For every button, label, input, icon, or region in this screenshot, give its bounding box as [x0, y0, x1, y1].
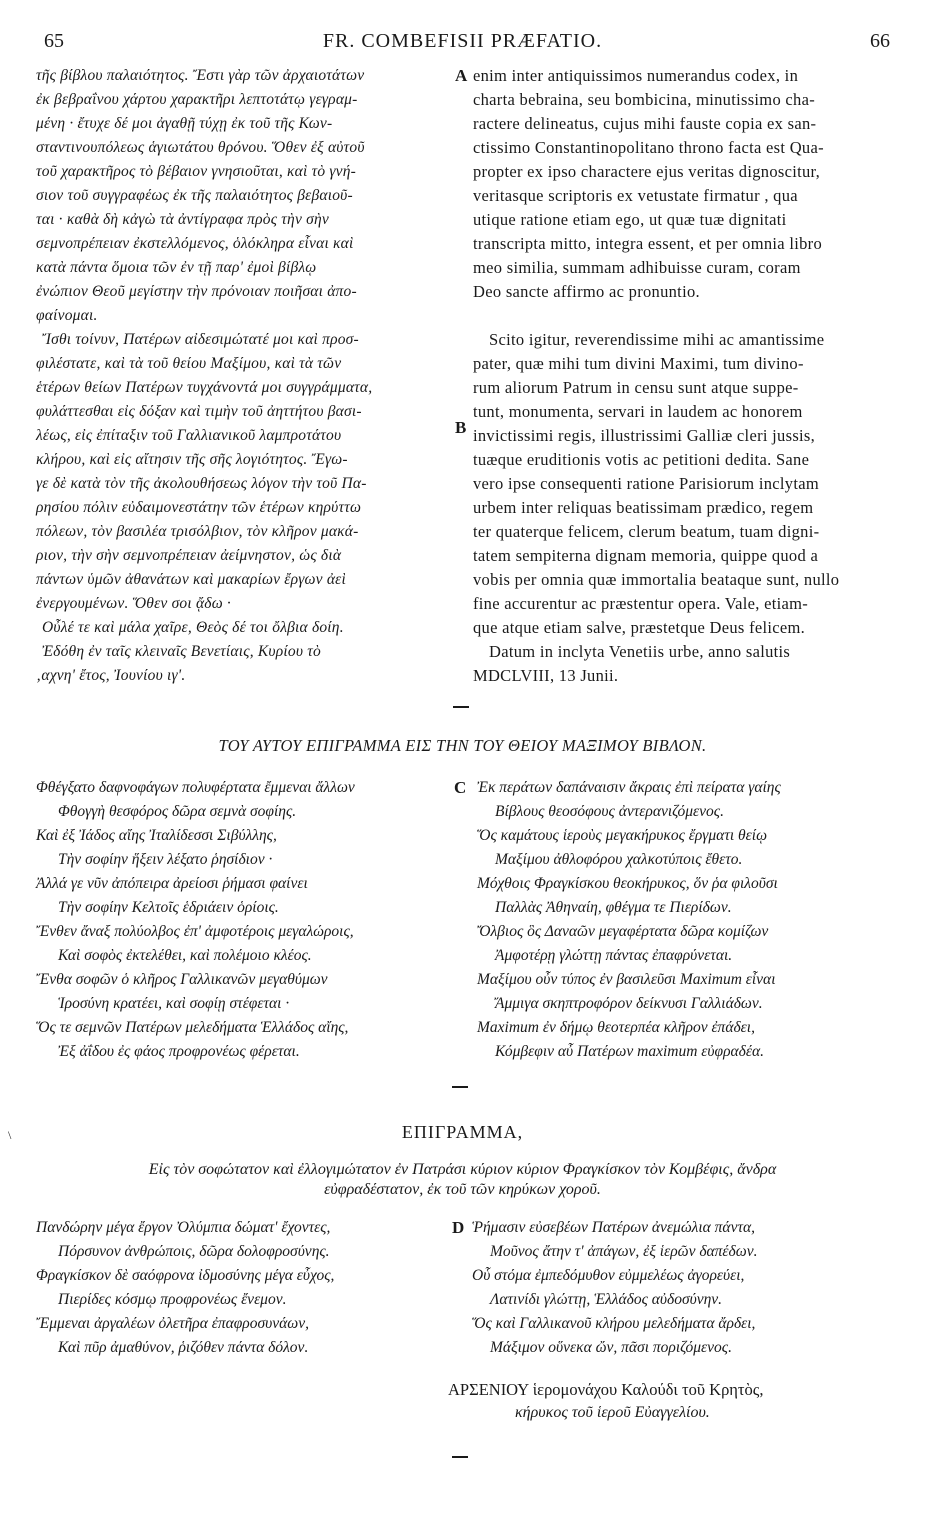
- text-line: Φθέγξατο δαφνοφάγων πολυφέρτατα ἔμμεναι ἄλλων: [36, 779, 355, 796]
- text-line: transcripta mitto, integra essent, et per omnia libro: [473, 234, 823, 253]
- text-line: τοῦ χαρακτῆρος τὸ βέβαιον γνησιοῦται, καὶ τὸ γνή-: [36, 163, 356, 180]
- text-line: ἑτέρων θείων Πατέρων τυγχάνοντά μοι συγγράμματα,: [36, 379, 373, 396]
- text-line: [473, 304, 893, 328]
- text-line: φιλέστατε, καὶ τὰ τοῦ θείου Μαξίμου, καὶ τὰ τῶν: [36, 355, 342, 372]
- text-line: pater, quæ mihi tum divini Maximi, tum divino-: [473, 354, 804, 373]
- text-line: ἐνώπιον Θεοῦ μεγίστην τὴν πρόνοιαν ποιῆσαι ἀπο-: [36, 283, 357, 300]
- text-line: τῆς βίβλου παλαιότητος. Ἔστι γὰρ τῶν ἀρχαιοτάτων: [36, 67, 365, 84]
- text-line: Φραγκίσκον δὲ σαόφρονα ἰδμοσύνης μέγα εὖχος,: [36, 1267, 335, 1284]
- text-line: fine accurentur ac præstentur opera. Vale, etiam-: [473, 594, 809, 613]
- text-line: Βίβλους θεοσόφους ἀντερανιζόμενος.: [495, 803, 724, 820]
- text-line: Καὶ σοφὸς ἐκτελέθει, καὶ πολέμοιο κλέος.: [58, 947, 312, 964]
- text-line: MDCLVIII, 13 Junii.: [473, 666, 619, 685]
- text-line: Οὖλέ τε καὶ μάλα χαῖρε, Θεὸς δέ τοι ὄλβια δοίη.: [42, 619, 344, 636]
- text-line: Λατινίδι γλώττῃ, Ἑλλάδος αὐδοσύνην.: [490, 1291, 723, 1308]
- text-line: Παλλὰς Ἀθηναίη, φθέγμα τε Πιερίδων.: [495, 899, 732, 916]
- stray-mark: \: [8, 1128, 12, 1142]
- running-title: FR. COMBEFISII PRÆFATIO.: [322, 30, 603, 52]
- text-line: ctissimo Constantinopolitano throno facta est Qua-: [473, 138, 824, 157]
- text-line: Πανδώρην μέγα ἔργον Ὀλύμπια δώματ' ἔχοντες,: [36, 1219, 331, 1236]
- text-line: rum aliorum Patrum in censu sunt atque suppe-: [473, 378, 799, 397]
- text-line: Ὄλβιος ὃς Δαναῶν μεγαφέρτατα δῶρα κομίζων: [477, 923, 769, 940]
- text-line: Πιερίδες κόσμῳ προφρονέως ἔνεμον.: [58, 1291, 287, 1308]
- text-line: Ἐδόθη ἐν ταῖς κλειναῖς Βενετίαις, Κυρίου τὸ: [42, 643, 321, 660]
- text-line: φαίνομαι.: [36, 307, 98, 324]
- latin-prose-column: [473, 64, 893, 688]
- text-line: meo similia, summam adhibuisse curam, coram: [473, 258, 801, 277]
- text-line: urbem inter reliquas beatissimam prædico, regem: [473, 498, 814, 517]
- greek-prose-column: [36, 64, 456, 688]
- epigram-2-right-column: [468, 1216, 888, 1360]
- text-line: Μάξιμον οὕνεκα ὤν, πᾶσι ποριζόμενος.: [490, 1339, 732, 1356]
- text-line: Οὗ στόμα ἐμπεδόμυθον εὐμμελέως ἀγορεύει,: [472, 1267, 745, 1284]
- epigram-2-subtitle-line-2: εὐφραδέστατον, ἐκ τοῦ τῶν κηρύκων χοροῦ.: [324, 1181, 601, 1198]
- text-line: λέως, εἰς ἐπίταξιν τοῦ Γαλλιανικοῦ λαμπροτάτου: [36, 427, 342, 444]
- text-line: σταντινουπόλεως ἁγιωτάτου θρόνου. Ὅθεν ἐξ αὐτοῦ: [36, 139, 365, 156]
- text-line: Μοῦνος ἄτην τ' ἀπάγων, ἐξ ἱερῶν δαπέδων.: [490, 1243, 758, 1260]
- text-line: propter ex ipso charactere ejus veritas dignoscitur,: [473, 162, 821, 181]
- signature-line-1: ΑΡΣΕΝΙΟΥ ἱερομονάχου Καλούδι τοῦ Κρητὸς,: [448, 1380, 764, 1399]
- text-line: Καὶ πῦρ ἀμαθύνον, ῥιζόθεν πάντα δόλον.: [58, 1339, 309, 1356]
- text-line: Ἀλλά γε νῦν ἀπόπειρα ἀρείοσι ῥήμασι φαίνει: [36, 875, 308, 892]
- text-line: Ἔνθεν ἄναξ πολύολβος ἐπ' ἀμφοτέροις μεγαλώροις,: [36, 923, 354, 940]
- section-marker-d: D: [452, 1218, 465, 1237]
- section-marker-c: C: [454, 778, 467, 797]
- section-marker-a: A: [455, 66, 468, 85]
- text-line: Ὅς καμάτους ἱεροὺς μεγακήρυκος ἔργματι θείῳ: [477, 827, 768, 844]
- text-line: Ἔνθα σοφῶν ὁ κλῆρος Γαλλικανῶν μεγαθύμων: [36, 971, 328, 988]
- text-line: σιον τοῦ συγγραφέως ἐκ τῆς παλαιότητος βεβαιοῦ-: [36, 187, 353, 204]
- text-line: Τὴν σοφίην Κελτοῖς ἑδριάειν ὁρίοις.: [58, 899, 279, 916]
- epigram-2-left-column: [36, 1216, 456, 1360]
- text-line: Ὅς καὶ Γαλλικανοῦ κλήρου μελεδήματα ἄρδει,: [472, 1315, 756, 1332]
- divider-2: [452, 1086, 468, 1088]
- text-line: ractere delineatus, cujus mihi fauste copia ex san-: [473, 114, 817, 133]
- text-line: Τὴν σοφίην ἥξειν λέξατο ῥησίδιον ·: [58, 851, 273, 868]
- text-line: tuæque eruditionis votis ac petitioni dedita. Sane: [473, 450, 810, 469]
- epigram-1-left-column: [36, 776, 456, 1064]
- epigram-2-subtitle-line-1: Εἰς τὸν σοφώτατον καὶ ἐλλογιμώτατον ἐν Πατράσι κύριον κύριον Φραγκίσκον τὸν Κομβέφις, ἄνδρα: [148, 1161, 777, 1178]
- text-line: Πόρσυνον ἀνθρώποις, δῶρα δολοφροσύνης.: [58, 1243, 330, 1260]
- text-line: κατὰ πάντα ὅμοια τῶν ἐν τῇ παρ' ἐμοὶ βίβλῳ: [36, 259, 317, 276]
- text-line: vero ipse consequenti ratione Parisiorum inclytam: [473, 474, 819, 493]
- text-line: Καὶ ἐξ Ἰάδος αἴης Ἰταλίδεσσι Σιβύλλης,: [36, 827, 277, 844]
- epigram-1-title: ΤΟΥ ΑΥΤΟΥ ΕΠΙΓΡΑΜΜΑ ΕΙΣ ΤΗΝ ΤΟΥ ΘΕΙΟΥ ΜΑΞΙΜΟΥ ΒΙΒΛΟΝ.: [218, 736, 707, 755]
- page-number-right: 66: [870, 30, 890, 52]
- text-line: ται · καθὰ δὴ κἀγὼ τὰ ἀντίγραφα πρὸς τὴν σὴν: [36, 211, 329, 228]
- text-line: utique ratione etiam ego, ut quæ tuæ dignitati: [473, 210, 787, 229]
- text-line: Scito igitur, reverendissime mihi ac amantissime: [489, 330, 825, 349]
- text-line: Ἱροσύνη κρατέει, καὶ σοφίῃ στέφεται ·: [58, 995, 290, 1012]
- text-line: γε δὲ κατὰ τὸν τῆς ἀκολουθήσεως λόγον τὴν τοῦ Πα-: [36, 475, 367, 492]
- text-line: tunt, monumenta, servari in laudem ac honorem: [473, 402, 803, 421]
- text-line: vobis per omnia quæ immortalia beataque sunt, nullo: [473, 570, 840, 589]
- text-line: ἐνεργουμένων. Ὅθεν σοι ᾄδω ·: [36, 595, 231, 612]
- text-line: Ἐξ ἀΐδου ἐς φάος προφρονέως φέρεται.: [58, 1043, 300, 1060]
- text-line: Ἄμμιγα σκηπτροφόρον δείκνυσι Γαλλιάδων.: [495, 995, 763, 1012]
- text-line: Ἔμμεναι ἀργαλέων ὀλετῆρα ἐπαφροσυνάων,: [36, 1315, 309, 1332]
- text-line: Datum in inclyta Venetiis urbe, anno salutis: [489, 642, 791, 661]
- running-header: [0, 30, 925, 58]
- text-line: Ὅς τε σεμνῶν Πατέρων μελεδήματα Ἑλλάδος αἴης,: [36, 1019, 349, 1036]
- epigram-1-right-column: [473, 776, 893, 1064]
- epigram-2-title: ΕΠΙΓΡΑΜΜΑ,: [401, 1122, 524, 1142]
- text-line: Μαξίμου ἀθλοφόρου χαλκοτύποις ἔθετο.: [495, 851, 743, 868]
- text-line: Κόμβεφιν αὖ Πατέρων maximum εὐφραδέα.: [495, 1043, 764, 1060]
- text-line: Ἀμφοτέρῃ γλώττῃ πάντας ἐπαφρύνεται.: [495, 947, 733, 964]
- divider-1: [453, 706, 469, 708]
- page-number-left: 65: [44, 30, 64, 52]
- text-line: veritasque scriptoris ex vetustate firmatur , qua: [473, 186, 798, 205]
- text-line: charta bebraina, seu bombicina, minutissimo cha-: [473, 90, 816, 109]
- text-line: invictissimi regis, illustrissimi Galliæ cleri jussis,: [473, 426, 816, 445]
- text-line: que atque etiam salve, præstetque Deus felicem.: [473, 618, 806, 637]
- epigram-2-subtitle: [0, 1160, 925, 1200]
- text-line: ριον, τὴν σὴν σεμνοπρέπειαν ἀείμνηστον, ὡς διὰ: [36, 547, 342, 564]
- section-marker-b: B: [455, 418, 467, 437]
- text-line: Φθογγὴ θεσφόρος δῶρα σεμνὰ σοφίης.: [58, 803, 297, 820]
- text-line: ‚αχνη' ἔτος, Ἰουνίου ιγ'.: [36, 667, 186, 684]
- text-line: Μαξίμου οὖν τύπος ἐν βασιλεῦσι Maximum εἶναι: [477, 971, 776, 988]
- text-line: πάντων ὑμῶν ἀθανάτων καὶ μακαρίων ἔργων ἀεὶ: [36, 571, 346, 588]
- text-line: μένη · ἔτυχε δέ μοι ἀγαθῇ τύχῃ ἐκ τοῦ τῆς Κων-: [36, 115, 333, 132]
- text-line: πόλεων, τὸν βασιλέα τρισόλβιον, τὸν κλῆρον μακά-: [36, 523, 359, 540]
- signature-line-2: κήρυκος τοῦ ἱεροῦ Εὐαγγελίου.: [515, 1404, 710, 1421]
- text-line: Ἴσθι τοίνυν, Πατέρων αἰδεσιμώτατέ μοι καὶ προσ-: [42, 331, 359, 348]
- text-line: Maximum ἐν δήμῳ θεοτερπέα κλῆρον ἐπάδει,: [477, 1019, 755, 1036]
- text-line: ἐκ βεβραΐνου χάρτου χαρακτῆρι λεπτοτάτῳ γεγραμ-: [36, 91, 358, 108]
- text-line: tatem sempiterna dignam memoria, quippe quod a: [473, 546, 819, 565]
- text-line: φυλάττεσθαι εἰς δόξαν καὶ τιμὴν τοῦ ἀηττήτου βασι-: [36, 403, 362, 420]
- text-line: κλήρου, καὶ εἰς αἴτησιν τῆς σῆς λογιότητος. Ἔγω-: [36, 451, 348, 468]
- text-line: σεμνοπρέπειαν ἐκστελλόμενος, ὁλόκληρα εἶναι καὶ: [36, 235, 354, 252]
- text-line: Ἐκ περάτων δαπάναισιν ἄκραις ἐπὶ πείρατα γαίης: [477, 779, 781, 796]
- text-line: enim inter antiquissimos numerandus codex, in: [473, 66, 799, 85]
- text-line: ρησίου πόλιν εὐδαιμονεστάτην τῶν ἑτέρων κηρύττω: [36, 499, 362, 516]
- text-line: ter quaterque felicem, clerum beatum, tuam digni-: [473, 522, 820, 541]
- divider-3: [452, 1456, 468, 1458]
- text-line: Deo sancte affirmo ac pronuntio.: [473, 282, 700, 301]
- text-line: Ῥήμασιν εὐσεβέων Πατέρων ἀνεμώλια πάντα,: [472, 1219, 756, 1236]
- text-line: Μόχθοις Φραγκίσκου θεοκήρυκος, ὅν ῥα φιλοῦσι: [477, 875, 778, 892]
